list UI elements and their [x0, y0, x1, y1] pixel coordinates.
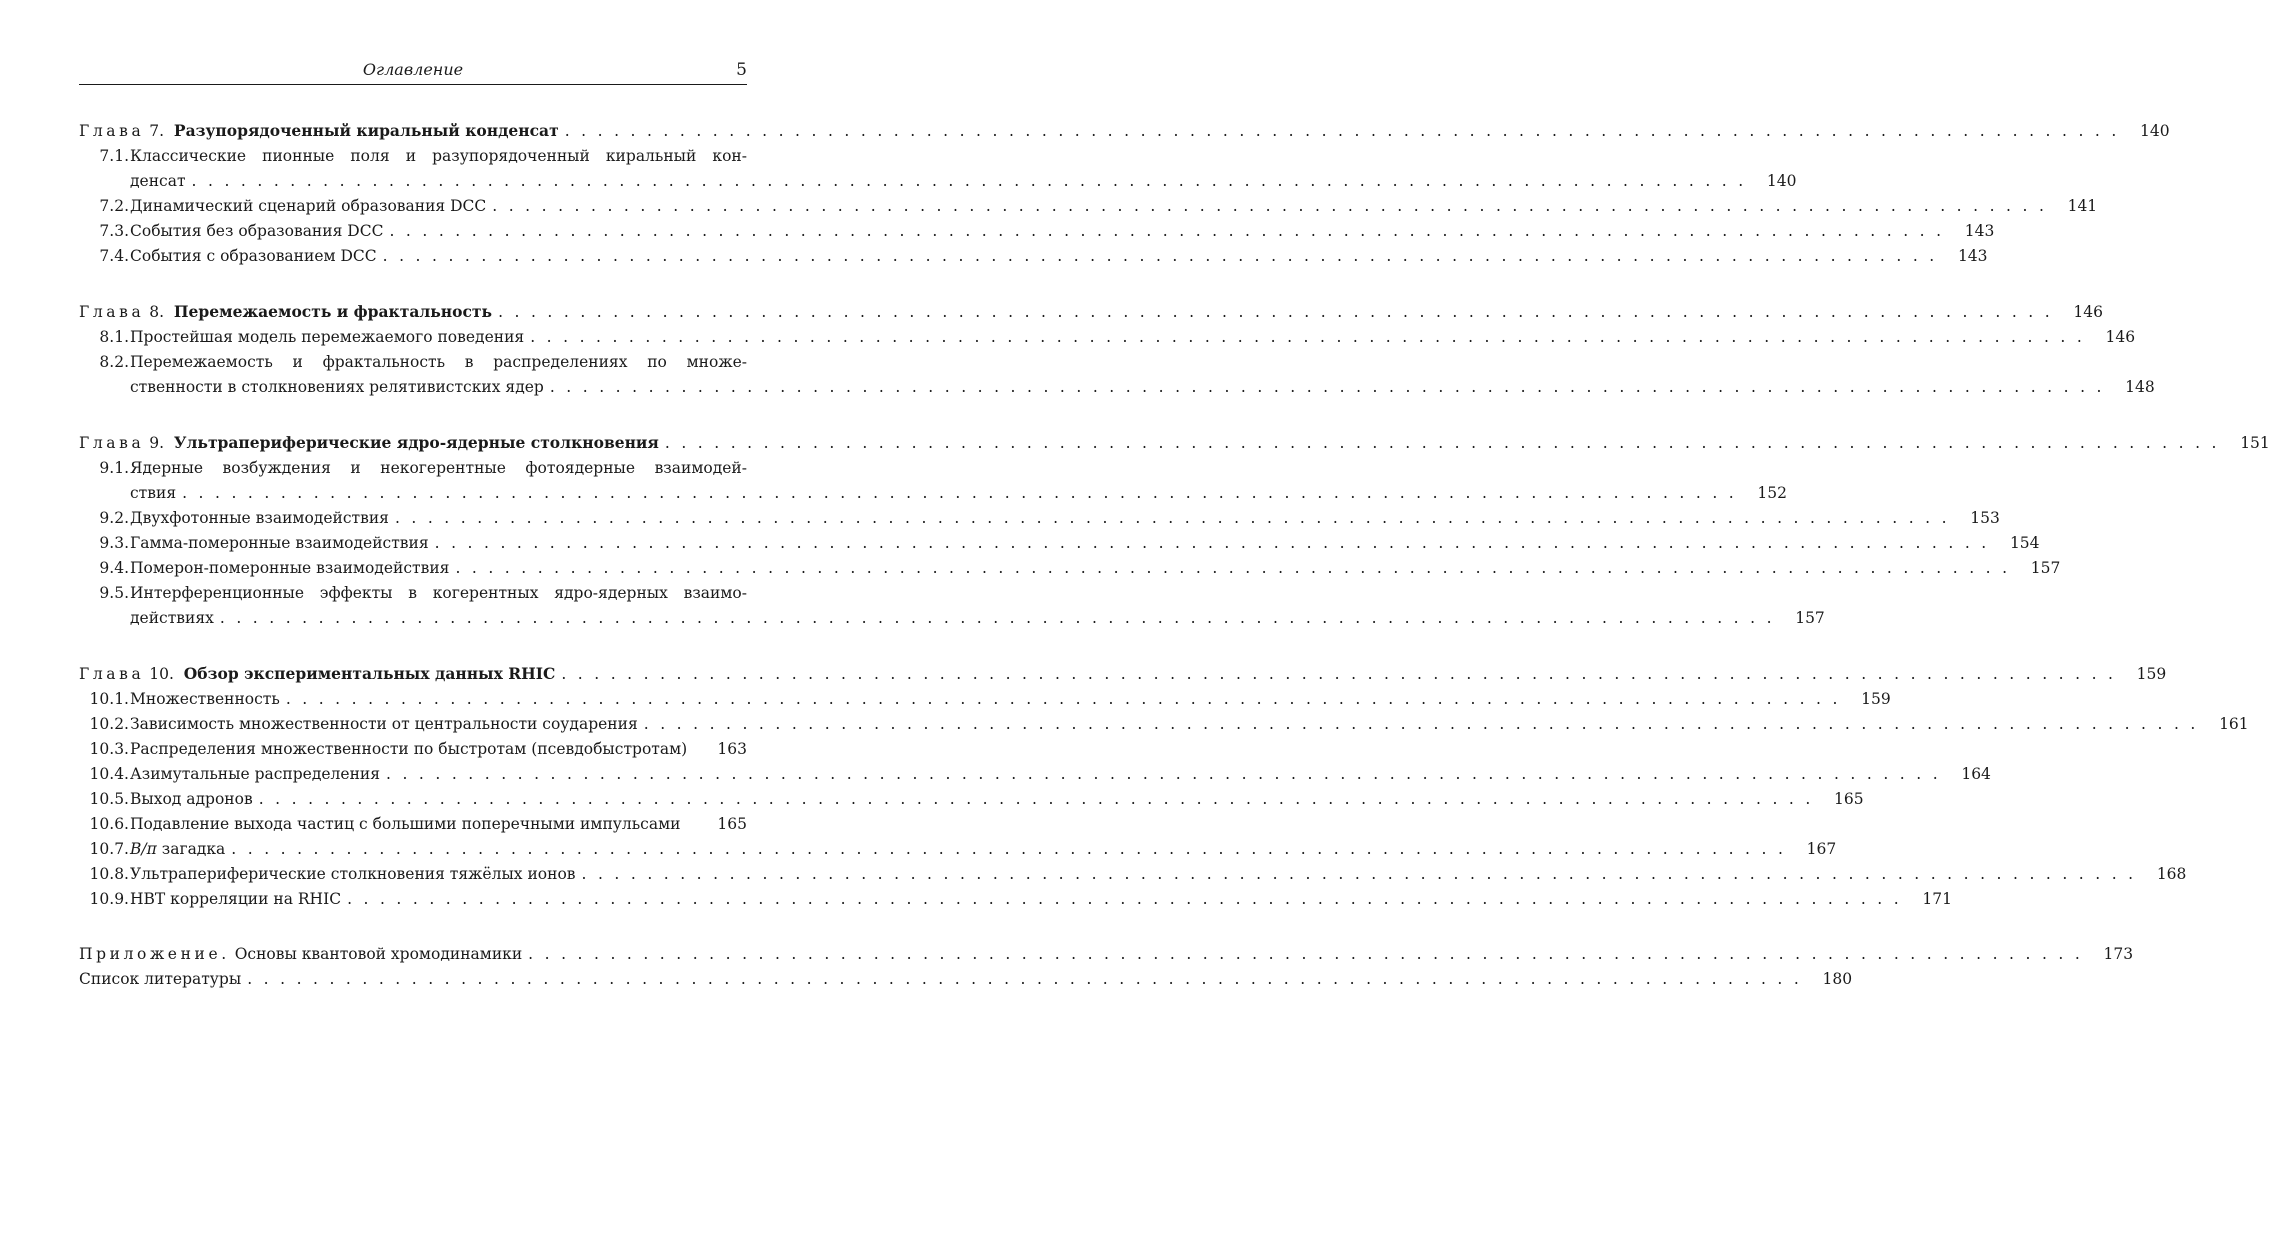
- leader-dots: [259, 787, 1814, 812]
- chapter-page: 159: [2136, 665, 2167, 683]
- chapter-10-entry[interactable]: [79, 661, 2167, 687]
- section-number: 7.1.: [99, 147, 129, 165]
- bibliography-page: 180: [1822, 970, 1853, 988]
- section-page: 143: [1957, 247, 1988, 265]
- section-number: 8.2.: [99, 353, 129, 371]
- toc-entry[interactable]: [79, 887, 1952, 912]
- chapter-number: 9.: [149, 434, 165, 452]
- section-title-line2: ствия: [130, 484, 177, 502]
- leader-dots: [644, 712, 2199, 737]
- chapter-7-entry[interactable]: [79, 118, 2170, 144]
- toc-entry[interactable]: [79, 456, 1787, 506]
- leader-dots: [455, 556, 2010, 581]
- chapter-7: [79, 118, 2170, 269]
- section-title-line1: Классические пионные поля и разупорядоченный киральный кон-: [130, 147, 747, 165]
- book-page: [79, 0, 2270, 1253]
- leader-dots: [286, 687, 1841, 712]
- section-title: Померон-померонные взаимодействия: [130, 559, 450, 577]
- leader-dots: [182, 481, 1737, 506]
- leader-dots: [395, 506, 1950, 531]
- section-title: Зависимость множественности от центральности соударения: [130, 715, 638, 733]
- chapter-title: Ультрапериферические ядро-ядерные столкновения: [173, 433, 659, 452]
- chapter-10: [79, 661, 2249, 912]
- section-title-line1: Интерференционные эффекты в когерентных ядро-ядерных взаимо-: [130, 584, 747, 602]
- section-title: События с образованием DCC: [130, 247, 377, 265]
- chapter-9: [79, 430, 2270, 631]
- section-number: 9.5.: [99, 584, 129, 602]
- chapter-8-entry[interactable]: [79, 299, 2103, 325]
- section-page: 146: [2105, 328, 2136, 346]
- toc-entry[interactable]: [79, 687, 1891, 712]
- chapter-title: Перемежаемость и фрактальность: [173, 302, 493, 321]
- toc-entry[interactable]: [79, 762, 1991, 787]
- leader-dots: [383, 244, 1938, 269]
- chapter-8: [79, 299, 2155, 400]
- leader-dots: [665, 431, 2220, 456]
- section-page: 161: [2219, 715, 2249, 733]
- section-page: 157: [2030, 559, 2061, 577]
- appendix-page: 173: [2103, 945, 2134, 963]
- leader-dots: [492, 194, 2047, 219]
- section-page: 148: [2125, 378, 2155, 396]
- leader-dots: [550, 375, 2105, 400]
- section-title: Множественность: [130, 690, 280, 708]
- section-title: Распределения множественности по быстротам (псевдобыстротам): [130, 740, 688, 758]
- leader-dots: [530, 325, 2085, 350]
- section-page: 141: [2067, 197, 2098, 215]
- section-page: 159: [1861, 690, 1891, 708]
- chapter-prefix: Глава: [79, 303, 145, 321]
- section-number: 7.3.: [99, 222, 129, 240]
- section-title: загадка: [161, 840, 226, 858]
- section-title-line2: денсат: [130, 172, 186, 190]
- section-title: Двухфотонные взаимодействия: [130, 509, 389, 527]
- section-number: 7.2.: [99, 197, 129, 215]
- leader-dots: [386, 762, 1941, 787]
- table-of-contents: [79, 118, 2270, 992]
- section-page: 167: [1806, 840, 1837, 858]
- section-page: 140: [1766, 172, 1797, 190]
- bibliography-title: Список литературы: [79, 970, 242, 988]
- toc-entry[interactable]: [79, 219, 1995, 244]
- section-number: 10.9.: [89, 890, 129, 908]
- leader-dots: [582, 862, 2137, 887]
- leader-dots: [347, 887, 1902, 912]
- leader-dots: [498, 300, 2053, 325]
- leader-dots: [565, 119, 2120, 144]
- section-title-line1: Перемежаемость и фрактальность в распределениях по множе-: [130, 353, 747, 371]
- section-page: 164: [1961, 765, 1991, 783]
- leader-dots: [247, 967, 1802, 992]
- toc-entry[interactable]: [79, 244, 1988, 269]
- chapter-number: 10.: [149, 665, 174, 683]
- section-page: 154: [2009, 534, 2040, 552]
- section-page: 165: [717, 815, 747, 833]
- chapter-page: 151: [2240, 434, 2270, 452]
- chapter-prefix: Глава: [79, 122, 145, 140]
- math-ratio: B/π: [130, 840, 157, 858]
- section-title: Азимутальные распределения: [130, 765, 381, 783]
- leader-dots: [389, 219, 1944, 244]
- chapter-number: 8.: [149, 303, 165, 321]
- running-header-title: Оглавление: [362, 60, 464, 79]
- page-number: 5: [736, 60, 747, 80]
- toc-entry[interactable]: [79, 862, 2187, 887]
- section-page: 163: [717, 740, 747, 758]
- section-number: 10.8.: [89, 865, 129, 883]
- toc-entry[interactable]: [79, 144, 1797, 194]
- back-matter: [79, 942, 2134, 992]
- section-title: События без образования DCC: [130, 222, 384, 240]
- section-number: 10.2.: [89, 715, 129, 733]
- section-page: 157: [1795, 609, 1825, 627]
- leader-dots: [192, 169, 1747, 194]
- leader-dots: [561, 662, 2116, 687]
- chapter-title: Обзор экспериментальных данных RHIC: [183, 664, 556, 683]
- chapter-prefix: Глава: [79, 434, 145, 452]
- section-title-line2: действиях: [130, 609, 214, 627]
- appendix-title: Основы квантовой хромодинамики: [234, 945, 523, 963]
- toc-entry[interactable]: [79, 737, 747, 762]
- appendix-prefix: Приложение.: [79, 945, 230, 963]
- bibliography-entry[interactable]: [79, 967, 1853, 992]
- chapter-page: 146: [2073, 303, 2103, 321]
- section-page: 153: [1970, 509, 2000, 527]
- section-number: 10.1.: [89, 690, 129, 708]
- section-number: 8.1.: [99, 328, 129, 346]
- toc-entry[interactable]: [79, 556, 2061, 581]
- toc-entry[interactable]: [79, 531, 2040, 556]
- toc-entry[interactable]: [79, 812, 747, 837]
- section-number: 9.2.: [99, 509, 129, 527]
- section-title-line1: Ядерные возбуждения и некогерентные фотоядерные взаимодей-: [130, 459, 747, 477]
- section-page: 171: [1922, 890, 1952, 908]
- section-title: Выход адронов: [130, 790, 253, 808]
- section-title: Подавление выхода частиц с большими поперечными импульсами: [130, 815, 681, 833]
- section-title: Простейшая модель перемежаемого поведения: [130, 328, 525, 346]
- section-number: 10.3.: [89, 740, 129, 758]
- section-page: 168: [2156, 865, 2187, 883]
- section-number: 9.1.: [99, 459, 129, 477]
- toc-entry[interactable]: [79, 581, 1825, 631]
- section-title: Динамический сценарий образования DCC: [130, 197, 487, 215]
- leader-dots: [231, 837, 1786, 862]
- section-number: 10.5.: [89, 790, 129, 808]
- leader-dots: [528, 942, 2083, 967]
- section-number: 9.4.: [99, 559, 129, 577]
- section-page: 143: [1964, 222, 1995, 240]
- running-header: [79, 58, 747, 82]
- chapter-9-entry[interactable]: [79, 430, 2270, 456]
- section-number: 9.3.: [99, 534, 129, 552]
- section-number: 10.7.: [89, 840, 129, 858]
- section-number: 10.6.: [89, 815, 129, 833]
- toc-entry[interactable]: [79, 194, 2098, 219]
- section-title: Ультрапериферические столкновения тяжёлых ионов: [130, 865, 576, 883]
- toc-entry[interactable]: [79, 712, 2249, 737]
- toc-entry[interactable]: [79, 325, 2136, 350]
- leader-dots: [435, 531, 1990, 556]
- chapter-page: 140: [2140, 122, 2170, 140]
- section-page: 152: [1757, 484, 1787, 502]
- toc-entry[interactable]: [79, 506, 2000, 531]
- section-title: Гамма-померонные взаимодействия: [130, 534, 429, 552]
- appendix-entry[interactable]: [79, 942, 2134, 967]
- leader-dots: [220, 606, 1775, 631]
- chapter-number: 7.: [149, 122, 165, 140]
- section-number: 7.4.: [99, 247, 129, 265]
- toc-entry[interactable]: [79, 837, 1837, 862]
- chapter-prefix: Глава: [79, 665, 145, 683]
- toc-entry[interactable]: [79, 350, 2155, 400]
- section-title: HBT корреляции на RHIC: [130, 890, 342, 908]
- header-rule: [79, 84, 747, 85]
- section-number: 10.4.: [89, 765, 129, 783]
- section-title-line2: ственности в столкновениях релятивистских ядер: [130, 378, 544, 396]
- section-page: 165: [1834, 790, 1864, 808]
- toc-entry[interactable]: [79, 787, 1864, 812]
- chapter-title: Разупорядоченный киральный конденсат: [173, 121, 559, 140]
